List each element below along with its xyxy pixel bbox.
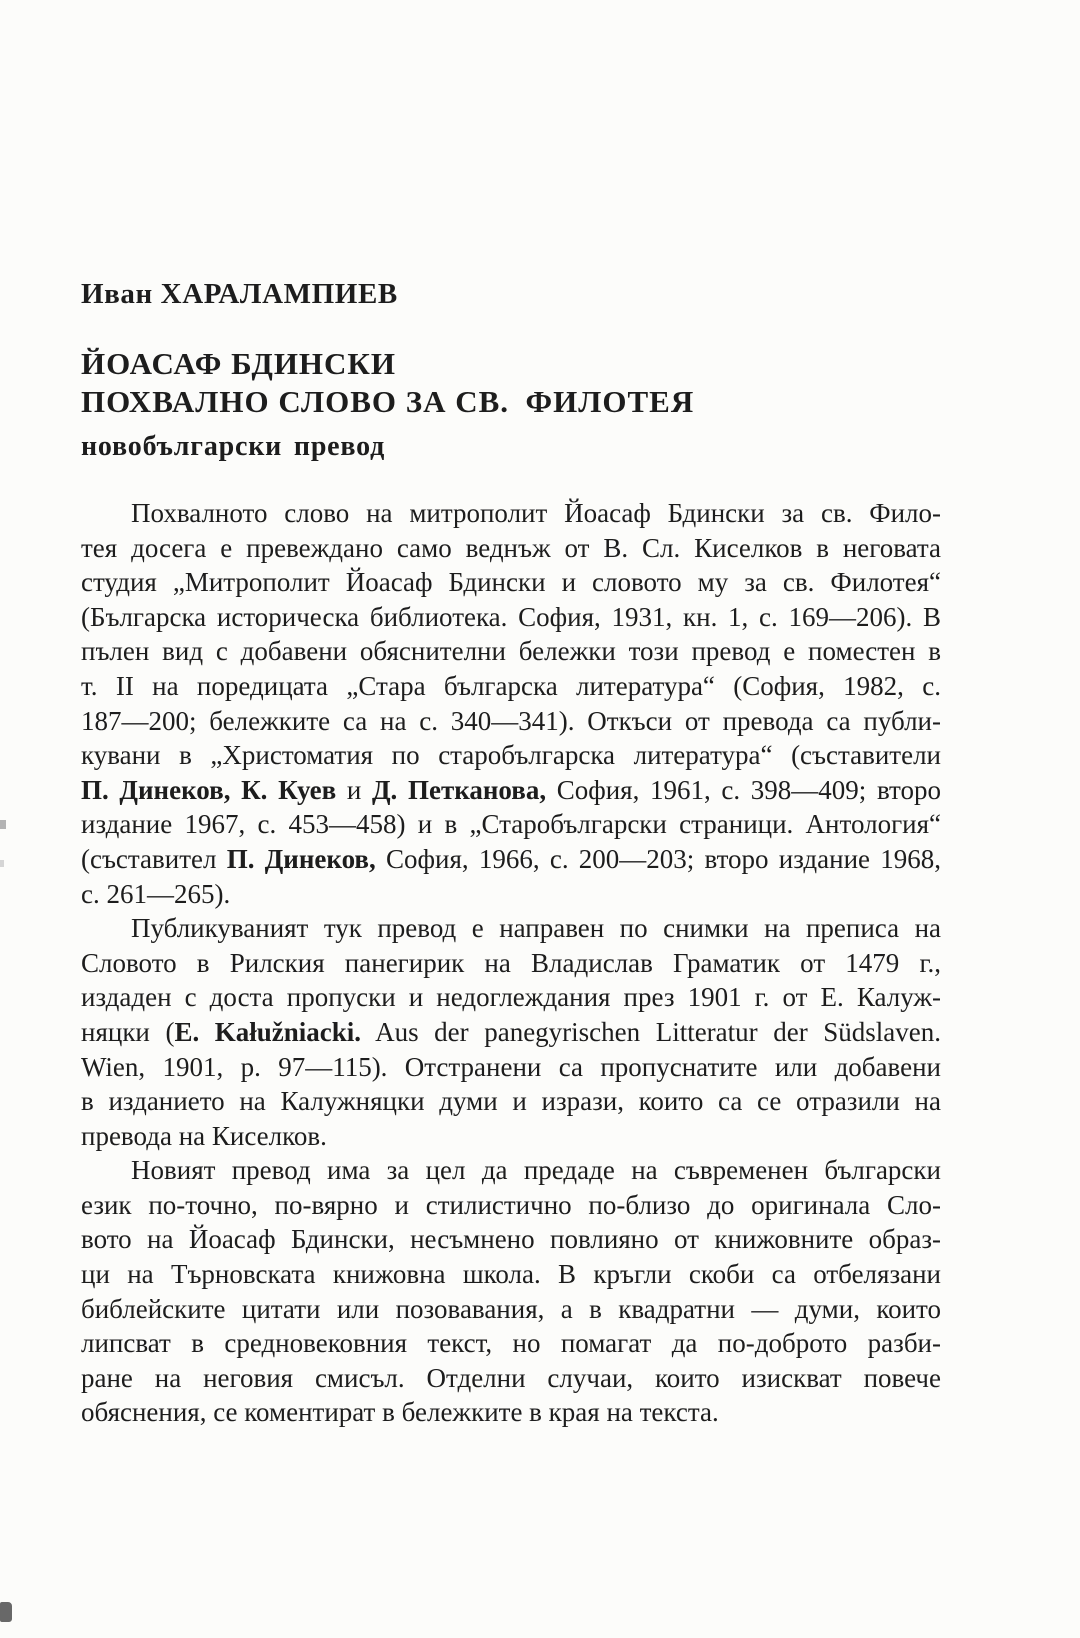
paragraph <box>81 496 941 911</box>
text-line: ране на неговия смисъл. Отделни случаи, които изискват повече <box>81 1362 941 1393</box>
text-line: Похвалното слово на митрополит Йоасаф Бдински за св. Фило- <box>131 498 941 528</box>
text-line <box>81 1015 941 1050</box>
bold-text-run: П. Динеков, К. Куев <box>81 774 337 805</box>
work-title-line-1: ЙОАСАФ БДИНСКИ <box>81 346 397 381</box>
text-line: в изданието на Калужняцки думи и изрази, които са се отразили на <box>81 1086 941 1117</box>
text-line: (Българска историческа библиотека. София, 1931, кн. 1, с. 169—206). В <box>81 601 941 632</box>
scan-speck <box>0 820 6 829</box>
text-line: издаден с доста пропуски и недоглеждания през 1901 г. от Е. Калуж- <box>81 982 941 1013</box>
text-line: тея досега е превеждано само веднъж от В. Сл. Киселков в неговата <box>81 532 941 563</box>
text-line: т. II на поредицата „Стара българска литература“ (София, 1982, с. <box>81 670 941 701</box>
scan-speck <box>0 860 4 867</box>
text-line <box>81 842 941 877</box>
text-run: няцки ( <box>81 1016 175 1047</box>
text-run: София, 1961, с. 398—409; второ <box>546 774 941 805</box>
text-line: Новият превод има за цел да предаде на съвременен български <box>131 1155 941 1186</box>
text-line: 187—200; бележките са на с. 340—341). Откъси от превода са публи- <box>81 705 941 736</box>
scan-speck <box>0 1602 12 1622</box>
text-line: с. 261—265). <box>81 878 231 909</box>
text-run: Aus der panegyrischen Litteratur der Südslaven. <box>361 1016 941 1047</box>
bold-text-run: П. Динеков, <box>226 843 376 874</box>
text-run: София, 1966, с. 200—203; второ издание 1968, <box>375 843 942 874</box>
text-line: обяснения, се коментират в бележките в края на текста. <box>81 1397 719 1428</box>
paragraph <box>81 1153 941 1430</box>
text-line: Словото в Рилския панегирик на Владислав Граматик от 1479 г., <box>81 947 941 978</box>
text-line: липсват в средновековния текст, но помагат да по-доброто разби- <box>81 1328 941 1359</box>
text-line: вото на Йоасаф Бдински, несъмнено повлияно от книжовните образ- <box>81 1224 941 1255</box>
bold-text-run: Д. Петканова, <box>371 774 547 805</box>
text-line: издание 1967, с. 453—458) и в „Старобългарски страници. Антология“ <box>81 809 941 840</box>
text-line: език по-точно, по-вярно и стилистично по-близо до оригинала Сло- <box>81 1189 941 1220</box>
text-line: Wien, 1901, p. 97—115). Отстранени са пропуснатите или добавени <box>81 1051 941 1082</box>
text-line: превода на Киселков. <box>81 1120 327 1151</box>
author-name: Иван ХАРАЛАМПИЕВ <box>81 278 398 310</box>
text-line: ци на Търновската книжовна школа. В кръгли скоби са отбелязани <box>81 1259 941 1290</box>
text-line: кувани в „Христоматия по старобългарска литература“ (съставители <box>81 740 941 771</box>
text-line: библейските цитати или позовавания, а в квадратни — думи, които <box>81 1293 941 1324</box>
paragraph <box>81 911 941 1153</box>
text-run: и <box>336 774 372 805</box>
work-title-line-2: ПОХВАЛНО СЛОВО ЗА СВ. ФИЛОТЕЯ <box>81 384 695 419</box>
text-run: (съставител <box>81 843 227 874</box>
body-text <box>81 496 941 1430</box>
text-line: пълен вид с добавени обяснителни бележки този превод е поместен в <box>81 636 941 667</box>
text-line: Публикуваният тук превод е направен по снимки на преписа на <box>131 913 941 944</box>
text-line: студия „Митрополит Йоасаф Бдински и словото му за св. Филотея“ <box>81 567 941 598</box>
bold-text-run: Е. Kałužniacki. <box>174 1016 362 1047</box>
text-line <box>81 773 941 808</box>
subtitle: новобългарски превод <box>81 431 386 462</box>
